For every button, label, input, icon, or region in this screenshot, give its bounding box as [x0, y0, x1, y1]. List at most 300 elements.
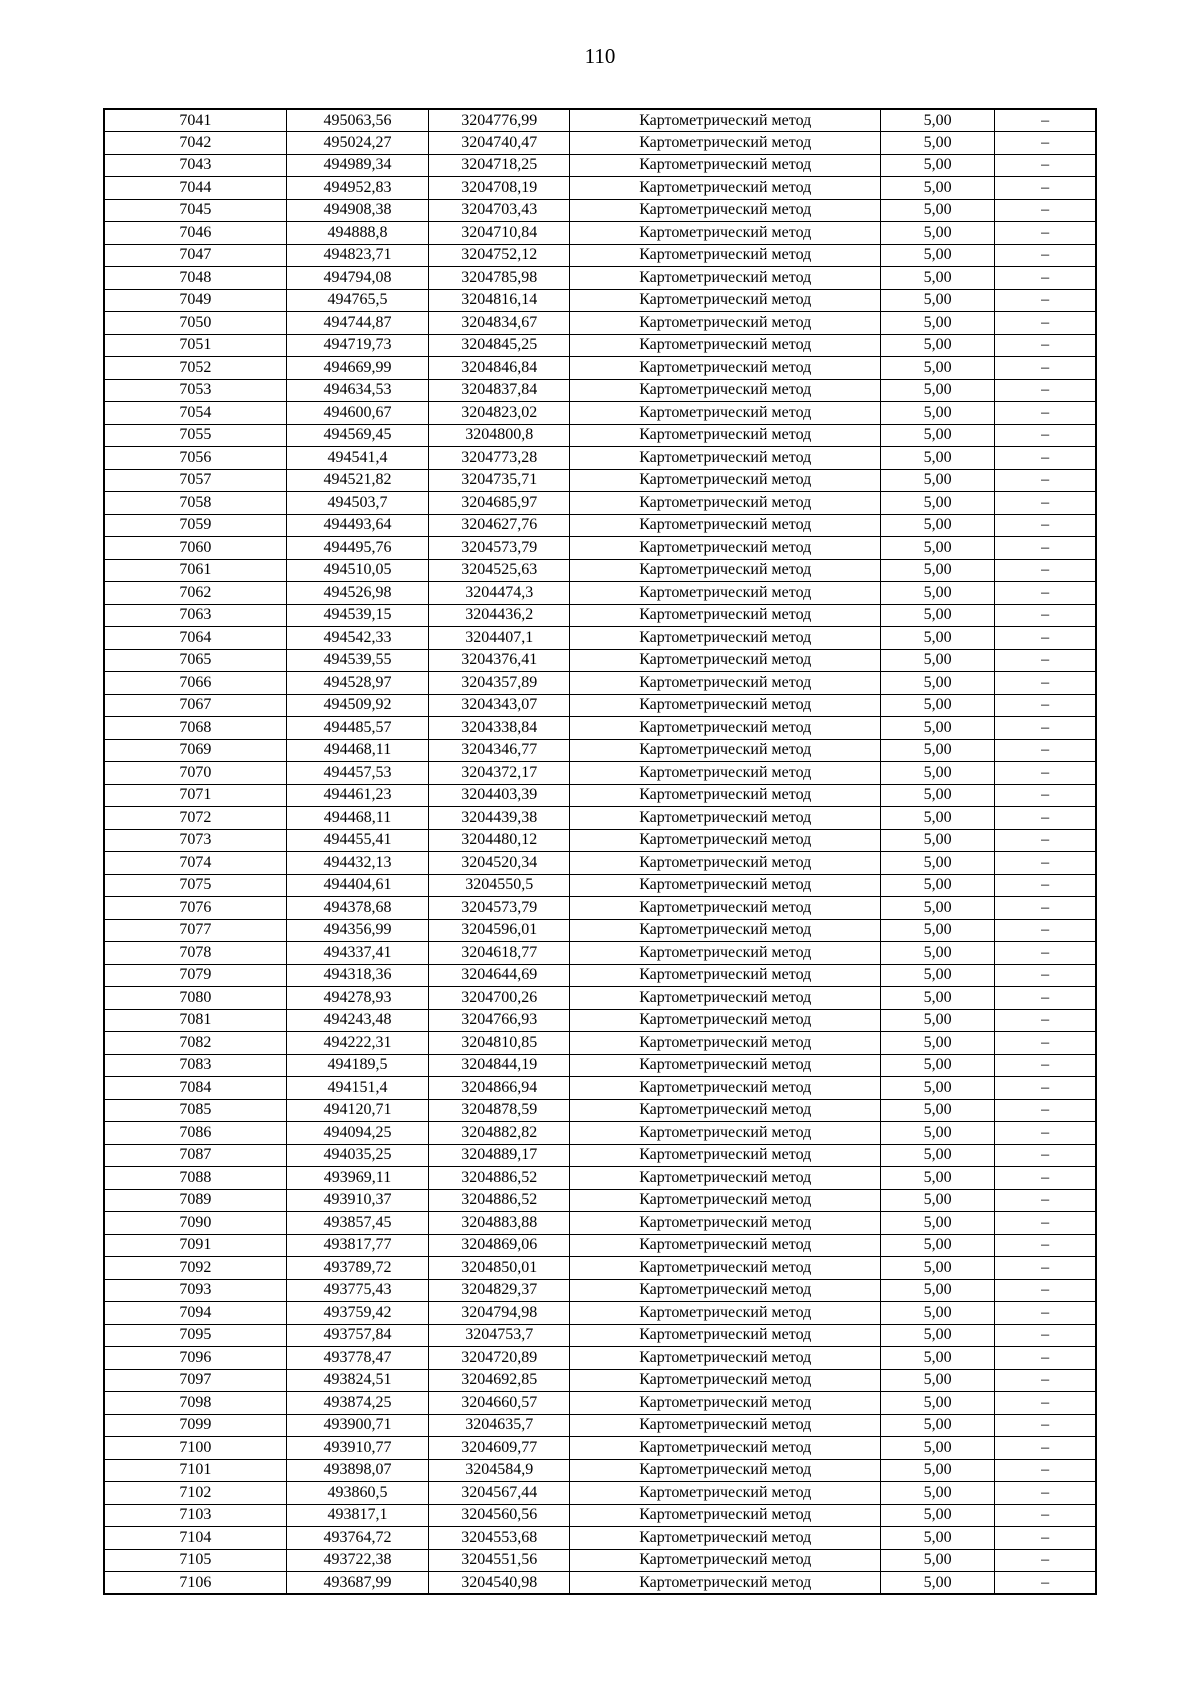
x-coordinate-cell: 494035,25: [286, 1144, 428, 1167]
x-coordinate-cell: 493817,1: [286, 1504, 428, 1527]
method-cell: Картометрический метод: [570, 154, 881, 177]
y-coordinate-cell: 3204773,28: [429, 447, 570, 470]
table-row: [104, 109, 1096, 132]
y-coordinate-cell: 3204776,99: [429, 109, 570, 132]
y-coordinate-cell: 3204550,5: [429, 874, 570, 897]
x-coordinate-cell: 494404,61: [286, 874, 428, 897]
x-coordinate-cell: 493860,5: [286, 1482, 428, 1505]
table-row: [104, 942, 1096, 965]
description-cell: –: [995, 604, 1096, 627]
y-coordinate-cell: 3204525,63: [429, 559, 570, 582]
x-coordinate-cell: 494888,8: [286, 222, 428, 245]
accuracy-cell: 5,00: [881, 1459, 995, 1482]
table-row: [104, 1032, 1096, 1055]
accuracy-cell: 5,00: [881, 762, 995, 785]
method-cell: Картометрический метод: [570, 1347, 881, 1370]
method-cell: Картометрический метод: [570, 897, 881, 920]
table-row: [104, 874, 1096, 897]
y-coordinate-cell: 3204850,01: [429, 1257, 570, 1280]
accuracy-cell: 5,00: [881, 1549, 995, 1572]
description-cell: –: [995, 1189, 1096, 1212]
accuracy-cell: 5,00: [881, 1369, 995, 1392]
point-number-cell: 7080: [104, 987, 286, 1010]
table-row: [104, 312, 1096, 335]
y-coordinate-cell: 3204766,93: [429, 1009, 570, 1032]
y-coordinate-cell: 3204346,77: [429, 739, 570, 762]
x-coordinate-cell: 494468,11: [286, 807, 428, 830]
point-number-cell: 7064: [104, 627, 286, 650]
method-cell: Картометрический метод: [570, 1167, 881, 1190]
description-cell: –: [995, 1392, 1096, 1415]
accuracy-cell: 5,00: [881, 357, 995, 380]
y-coordinate-cell: 3204372,17: [429, 762, 570, 785]
table-row: [104, 447, 1096, 470]
y-coordinate-cell: 3204810,85: [429, 1032, 570, 1055]
x-coordinate-cell: 494634,53: [286, 379, 428, 402]
y-coordinate-cell: 3204718,25: [429, 154, 570, 177]
point-number-cell: 7093: [104, 1279, 286, 1302]
x-coordinate-cell: 493775,43: [286, 1279, 428, 1302]
y-coordinate-cell: 3204837,84: [429, 379, 570, 402]
y-coordinate-cell: 3204520,34: [429, 852, 570, 875]
method-cell: Картометрический метод: [570, 1054, 881, 1077]
method-cell: Картометрический метод: [570, 514, 881, 537]
point-number-cell: 7062: [104, 582, 286, 605]
x-coordinate-cell: 494539,55: [286, 649, 428, 672]
method-cell: Картометрический метод: [570, 1324, 881, 1347]
y-coordinate-cell: 3204635,7: [429, 1414, 570, 1437]
table-row: [104, 852, 1096, 875]
accuracy-cell: 5,00: [881, 784, 995, 807]
y-coordinate-cell: 3204720,89: [429, 1347, 570, 1370]
table-row: [104, 402, 1096, 425]
table-row: [104, 627, 1096, 650]
point-number-cell: 7081: [104, 1009, 286, 1032]
y-coordinate-cell: 3204886,52: [429, 1167, 570, 1190]
method-cell: Картометрический метод: [570, 289, 881, 312]
y-coordinate-cell: 3204551,56: [429, 1549, 570, 1572]
x-coordinate-cell: 494600,67: [286, 402, 428, 425]
method-cell: Картометрический метод: [570, 177, 881, 200]
point-number-cell: 7054: [104, 402, 286, 425]
point-number-cell: 7090: [104, 1212, 286, 1235]
y-coordinate-cell: 3204845,25: [429, 334, 570, 357]
y-coordinate-cell: 3204878,59: [429, 1099, 570, 1122]
point-number-cell: 7044: [104, 177, 286, 200]
x-coordinate-cell: 494457,53: [286, 762, 428, 785]
x-coordinate-cell: 493722,38: [286, 1549, 428, 1572]
table-row: [104, 1257, 1096, 1280]
method-cell: Картометрический метод: [570, 334, 881, 357]
x-coordinate-cell: 494521,82: [286, 469, 428, 492]
y-coordinate-cell: 3204343,07: [429, 694, 570, 717]
description-cell: –: [995, 1482, 1096, 1505]
point-number-cell: 7074: [104, 852, 286, 875]
accuracy-cell: 5,00: [881, 1347, 995, 1370]
method-cell: Картометрический метод: [570, 1099, 881, 1122]
description-cell: –: [995, 1279, 1096, 1302]
method-cell: Картометрический метод: [570, 1572, 881, 1595]
table-row: [104, 987, 1096, 1010]
point-number-cell: 7101: [104, 1459, 286, 1482]
accuracy-cell: 5,00: [881, 177, 995, 200]
table-row: [104, 1459, 1096, 1482]
point-number-cell: 7070: [104, 762, 286, 785]
point-number-cell: 7051: [104, 334, 286, 357]
table-row: [104, 1347, 1096, 1370]
table-row: [104, 1054, 1096, 1077]
description-cell: –: [995, 1144, 1096, 1167]
table-row: [104, 807, 1096, 830]
y-coordinate-cell: 3204703,43: [429, 199, 570, 222]
accuracy-cell: 5,00: [881, 334, 995, 357]
point-number-cell: 7097: [104, 1369, 286, 1392]
description-cell: –: [995, 177, 1096, 200]
x-coordinate-cell: 494539,15: [286, 604, 428, 627]
accuracy-cell: 5,00: [881, 852, 995, 875]
method-cell: Картометрический метод: [570, 1459, 881, 1482]
table-row: [104, 1279, 1096, 1302]
x-coordinate-cell: 494541,4: [286, 447, 428, 470]
table-row: [104, 1504, 1096, 1527]
accuracy-cell: 5,00: [881, 739, 995, 762]
description-cell: –: [995, 357, 1096, 380]
x-coordinate-cell: 494765,5: [286, 289, 428, 312]
method-cell: Картометрический метод: [570, 784, 881, 807]
accuracy-cell: 5,00: [881, 1392, 995, 1415]
accuracy-cell: 5,00: [881, 1032, 995, 1055]
method-cell: Картометрический метод: [570, 447, 881, 470]
x-coordinate-cell: 494485,57: [286, 717, 428, 740]
x-coordinate-cell: 494528,97: [286, 672, 428, 695]
x-coordinate-cell: 494509,92: [286, 694, 428, 717]
point-number-cell: 7076: [104, 897, 286, 920]
description-cell: –: [995, 897, 1096, 920]
method-cell: Картометрический метод: [570, 109, 881, 132]
method-cell: Картометрический метод: [570, 852, 881, 875]
method-cell: Картометрический метод: [570, 267, 881, 290]
y-coordinate-cell: 3204644,69: [429, 964, 570, 987]
description-cell: –: [995, 582, 1096, 605]
description-cell: –: [995, 424, 1096, 447]
description-cell: –: [995, 1099, 1096, 1122]
table-row: [104, 379, 1096, 402]
x-coordinate-cell: 494243,48: [286, 1009, 428, 1032]
accuracy-cell: 5,00: [881, 672, 995, 695]
method-cell: Картометрический метод: [570, 1009, 881, 1032]
accuracy-cell: 5,00: [881, 1212, 995, 1235]
point-number-cell: 7095: [104, 1324, 286, 1347]
table-row: [104, 1414, 1096, 1437]
table-row: [104, 1234, 1096, 1257]
y-coordinate-cell: 3204844,19: [429, 1054, 570, 1077]
table-row: [104, 537, 1096, 560]
y-coordinate-cell: 3204869,06: [429, 1234, 570, 1257]
description-cell: –: [995, 154, 1096, 177]
method-cell: Картометрический метод: [570, 649, 881, 672]
point-number-cell: 7099: [104, 1414, 286, 1437]
point-number-cell: 7089: [104, 1189, 286, 1212]
x-coordinate-cell: 494337,41: [286, 942, 428, 965]
method-cell: Картометрический метод: [570, 1257, 881, 1280]
x-coordinate-cell: 494189,5: [286, 1054, 428, 1077]
x-coordinate-cell: 494278,93: [286, 987, 428, 1010]
accuracy-cell: 5,00: [881, 469, 995, 492]
method-cell: Картометрический метод: [570, 717, 881, 740]
method-cell: Картометрический метод: [570, 1437, 881, 1460]
table-row: [104, 424, 1096, 447]
x-coordinate-cell: 493757,84: [286, 1324, 428, 1347]
accuracy-cell: 5,00: [881, 559, 995, 582]
method-cell: Картометрический метод: [570, 807, 881, 830]
y-coordinate-cell: 3204357,89: [429, 672, 570, 695]
table-row: [104, 289, 1096, 312]
method-cell: Картометрический метод: [570, 1504, 881, 1527]
point-number-cell: 7057: [104, 469, 286, 492]
description-cell: –: [995, 379, 1096, 402]
x-coordinate-cell: 493898,07: [286, 1459, 428, 1482]
method-cell: Картометрический метод: [570, 1234, 881, 1257]
table-row: [104, 357, 1096, 380]
x-coordinate-cell: 494989,34: [286, 154, 428, 177]
description-cell: –: [995, 267, 1096, 290]
y-coordinate-cell: 3204618,77: [429, 942, 570, 965]
method-cell: Картометрический метод: [570, 739, 881, 762]
point-number-cell: 7078: [104, 942, 286, 965]
point-number-cell: 7055: [104, 424, 286, 447]
description-cell: –: [995, 402, 1096, 425]
description-cell: –: [995, 447, 1096, 470]
description-cell: –: [995, 1302, 1096, 1325]
description-cell: –: [995, 1549, 1096, 1572]
accuracy-cell: 5,00: [881, 132, 995, 155]
y-coordinate-cell: 3204474,3: [429, 582, 570, 605]
description-cell: –: [995, 1437, 1096, 1460]
method-cell: Картометрический метод: [570, 1414, 881, 1437]
table-row: [104, 717, 1096, 740]
description-cell: –: [995, 784, 1096, 807]
description-cell: –: [995, 334, 1096, 357]
y-coordinate-cell: 3204439,38: [429, 807, 570, 830]
accuracy-cell: 5,00: [881, 1234, 995, 1257]
accuracy-cell: 5,00: [881, 379, 995, 402]
description-cell: –: [995, 492, 1096, 515]
accuracy-cell: 5,00: [881, 402, 995, 425]
method-cell: Картометрический метод: [570, 559, 881, 582]
table-row: [104, 154, 1096, 177]
x-coordinate-cell: 494542,33: [286, 627, 428, 650]
x-coordinate-cell: 494120,71: [286, 1099, 428, 1122]
x-coordinate-cell: 493969,11: [286, 1167, 428, 1190]
accuracy-cell: 5,00: [881, 222, 995, 245]
y-coordinate-cell: 3204883,88: [429, 1212, 570, 1235]
method-cell: Картометрический метод: [570, 1482, 881, 1505]
method-cell: Картометрический метод: [570, 1549, 881, 1572]
y-coordinate-cell: 3204753,7: [429, 1324, 570, 1347]
accuracy-cell: 5,00: [881, 1414, 995, 1437]
method-cell: Картометрический метод: [570, 874, 881, 897]
y-coordinate-cell: 3204829,37: [429, 1279, 570, 1302]
description-cell: –: [995, 1572, 1096, 1595]
table-row: [104, 469, 1096, 492]
table-row: [104, 199, 1096, 222]
method-cell: Картометрический метод: [570, 222, 881, 245]
method-cell: Картометрический метод: [570, 1032, 881, 1055]
y-coordinate-cell: 3204735,71: [429, 469, 570, 492]
accuracy-cell: 5,00: [881, 199, 995, 222]
point-number-cell: 7041: [104, 109, 286, 132]
accuracy-cell: 5,00: [881, 1279, 995, 1302]
point-number-cell: 7086: [104, 1122, 286, 1145]
description-cell: –: [995, 199, 1096, 222]
point-number-cell: 7091: [104, 1234, 286, 1257]
table-row: [104, 492, 1096, 515]
accuracy-cell: 5,00: [881, 1437, 995, 1460]
y-coordinate-cell: 3204573,79: [429, 897, 570, 920]
accuracy-cell: 5,00: [881, 897, 995, 920]
description-cell: –: [995, 829, 1096, 852]
x-coordinate-cell: 494378,68: [286, 897, 428, 920]
description-cell: –: [995, 942, 1096, 965]
x-coordinate-cell: 493778,47: [286, 1347, 428, 1370]
point-number-cell: 7082: [104, 1032, 286, 1055]
description-cell: –: [995, 694, 1096, 717]
y-coordinate-cell: 3204609,77: [429, 1437, 570, 1460]
y-coordinate-cell: 3204596,01: [429, 919, 570, 942]
y-coordinate-cell: 3204338,84: [429, 717, 570, 740]
x-coordinate-cell: 494455,41: [286, 829, 428, 852]
description-cell: –: [995, 1234, 1096, 1257]
point-number-cell: 7103: [104, 1504, 286, 1527]
method-cell: Картометрический метод: [570, 672, 881, 695]
accuracy-cell: 5,00: [881, 1144, 995, 1167]
method-cell: Картометрический метод: [570, 604, 881, 627]
table-row: [104, 334, 1096, 357]
point-number-cell: 7087: [104, 1144, 286, 1167]
description-cell: –: [995, 762, 1096, 785]
accuracy-cell: 5,00: [881, 109, 995, 132]
description-cell: –: [995, 1504, 1096, 1527]
y-coordinate-cell: 3204794,98: [429, 1302, 570, 1325]
y-coordinate-cell: 3204480,12: [429, 829, 570, 852]
x-coordinate-cell: 494503,7: [286, 492, 428, 515]
table-row: [104, 582, 1096, 605]
point-number-cell: 7079: [104, 964, 286, 987]
y-coordinate-cell: 3204700,26: [429, 987, 570, 1010]
accuracy-cell: 5,00: [881, 1527, 995, 1550]
method-cell: Картометрический метод: [570, 1392, 881, 1415]
description-cell: –: [995, 807, 1096, 830]
method-cell: Картометрический метод: [570, 1369, 881, 1392]
point-number-cell: 7102: [104, 1482, 286, 1505]
x-coordinate-cell: 494908,38: [286, 199, 428, 222]
x-coordinate-cell: 494356,99: [286, 919, 428, 942]
accuracy-cell: 5,00: [881, 627, 995, 650]
description-cell: –: [995, 1009, 1096, 1032]
table-row: [104, 177, 1096, 200]
page-number: 110: [584, 44, 616, 68]
accuracy-cell: 5,00: [881, 1122, 995, 1145]
method-cell: Картометрический метод: [570, 829, 881, 852]
point-number-cell: 7058: [104, 492, 286, 515]
table-row: [104, 1482, 1096, 1505]
accuracy-cell: 5,00: [881, 694, 995, 717]
accuracy-cell: 5,00: [881, 1302, 995, 1325]
x-coordinate-cell: 493900,71: [286, 1414, 428, 1437]
method-cell: Картометрический метод: [570, 244, 881, 267]
description-cell: –: [995, 222, 1096, 245]
description-cell: –: [995, 739, 1096, 762]
y-coordinate-cell: 3204567,44: [429, 1482, 570, 1505]
accuracy-cell: 5,00: [881, 1167, 995, 1190]
point-number-cell: 7100: [104, 1437, 286, 1460]
table-row: [104, 694, 1096, 717]
point-number-cell: 7053: [104, 379, 286, 402]
x-coordinate-cell: 494823,71: [286, 244, 428, 267]
method-cell: Картометрический метод: [570, 762, 881, 785]
y-coordinate-cell: 3204685,97: [429, 492, 570, 515]
y-coordinate-cell: 3204882,82: [429, 1122, 570, 1145]
x-coordinate-cell: 493764,72: [286, 1527, 428, 1550]
x-coordinate-cell: 494094,25: [286, 1122, 428, 1145]
method-cell: Картометрический метод: [570, 694, 881, 717]
point-number-cell: 7069: [104, 739, 286, 762]
x-coordinate-cell: 494432,13: [286, 852, 428, 875]
description-cell: –: [995, 1257, 1096, 1280]
point-number-cell: 7096: [104, 1347, 286, 1370]
point-number-cell: 7066: [104, 672, 286, 695]
method-cell: Картометрический метод: [570, 1527, 881, 1550]
table-row: [104, 1572, 1096, 1595]
description-cell: –: [995, 672, 1096, 695]
accuracy-cell: 5,00: [881, 1572, 995, 1595]
y-coordinate-cell: 3204584,9: [429, 1459, 570, 1482]
description-cell: –: [995, 537, 1096, 560]
table-row: [104, 784, 1096, 807]
point-number-cell: 7065: [104, 649, 286, 672]
x-coordinate-cell: 493789,72: [286, 1257, 428, 1280]
table-row: [104, 1437, 1096, 1460]
table-row: [104, 829, 1096, 852]
y-coordinate-cell: 3204866,94: [429, 1077, 570, 1100]
point-number-cell: 7050: [104, 312, 286, 335]
description-cell: –: [995, 469, 1096, 492]
y-coordinate-cell: 3204560,56: [429, 1504, 570, 1527]
y-coordinate-cell: 3204752,12: [429, 244, 570, 267]
table-row: [104, 919, 1096, 942]
point-number-cell: 7068: [104, 717, 286, 740]
y-coordinate-cell: 3204800,8: [429, 424, 570, 447]
x-coordinate-cell: 493817,77: [286, 1234, 428, 1257]
table-row: [104, 244, 1096, 267]
table-row: [104, 762, 1096, 785]
x-coordinate-cell: 494151,4: [286, 1077, 428, 1100]
y-coordinate-cell: 3204886,52: [429, 1189, 570, 1212]
x-coordinate-cell: 494526,98: [286, 582, 428, 605]
table-row: [104, 1212, 1096, 1235]
accuracy-cell: 5,00: [881, 649, 995, 672]
y-coordinate-cell: 3204403,39: [429, 784, 570, 807]
method-cell: Картометрический метод: [570, 1212, 881, 1235]
accuracy-cell: 5,00: [881, 987, 995, 1010]
accuracy-cell: 5,00: [881, 492, 995, 515]
accuracy-cell: 5,00: [881, 604, 995, 627]
x-coordinate-cell: 494222,31: [286, 1032, 428, 1055]
point-number-cell: 7072: [104, 807, 286, 830]
method-cell: Картометрический метод: [570, 492, 881, 515]
method-cell: Картометрический метод: [570, 942, 881, 965]
table-row: [104, 132, 1096, 155]
